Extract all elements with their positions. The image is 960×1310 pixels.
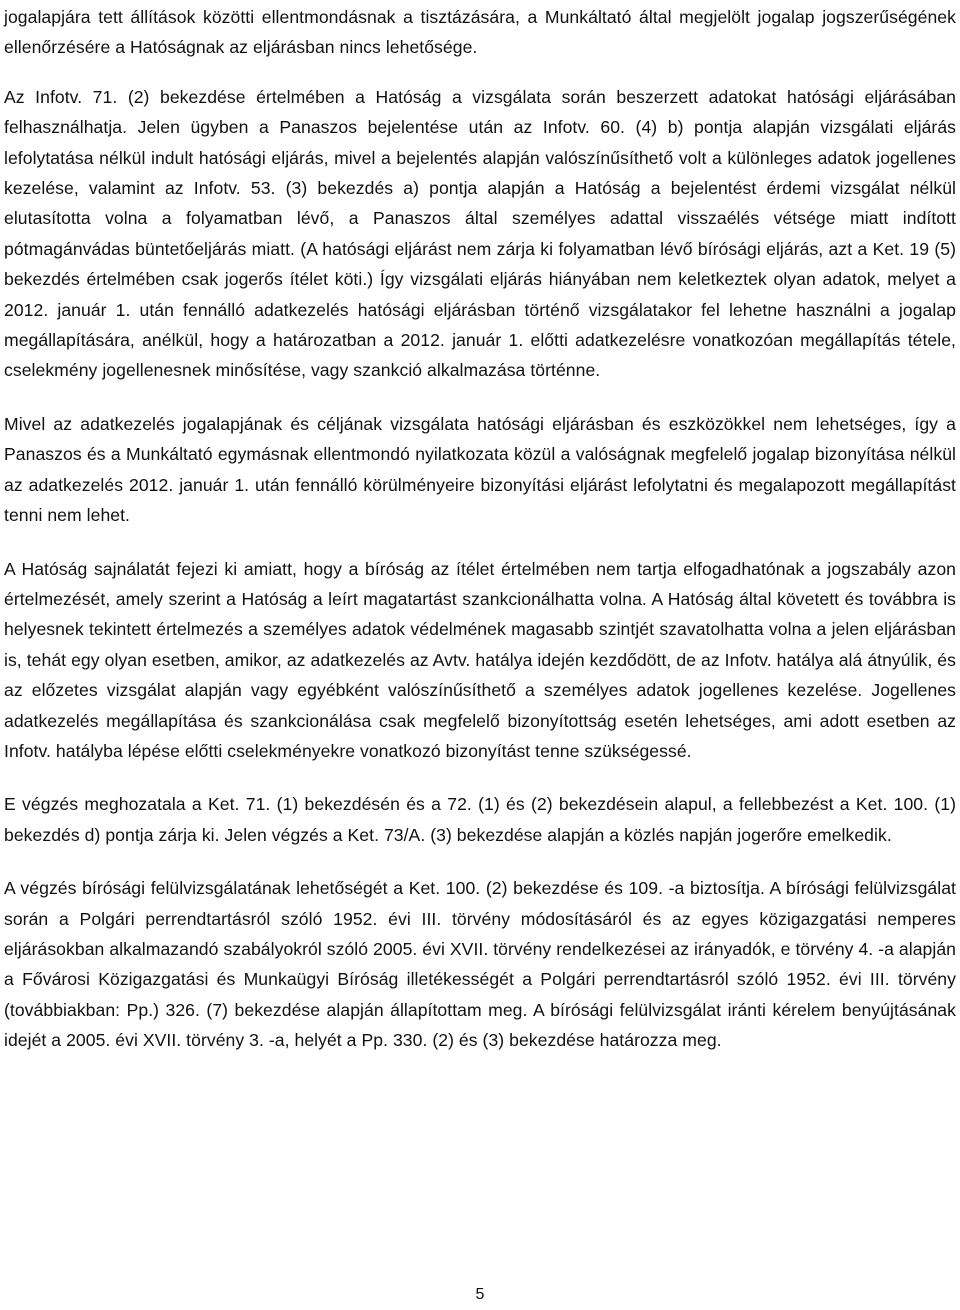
paragraph-4: A Hatóság sajnálatát fejezi ki amiatt, hogy a bíróság az ítélet értelmében nem tartja elfogadhatónak a jogszabály azon értelmezését, amely szerint a Hatóság a leírt magatartást szankcionálhatta volna. A Hatóság által követett és továbbra is helyesnek tekintett értelmezés a személyes adatok védelmének magasabb szintjét szavatolhatta volna a jelen eljárásban is, tehát egy olyan esetben, amikor, az adatkezelés az Avtv. hatálya idején kezdődött, de az Infotv. hatálya alá átnyúlik, és az előzetes vizsgálat alapján vagy egyébként valószínűsíthető a személyes adatok jogellenes kezelése. Jogellenes adatkezelés megállapítása és szankcionálása csak megfelelő bizonyítottság esetén lehetséges, ami adott esetben az Infotv. hatályba lépése előtti cselekményekre vonatkozó bizonyítást tenne szükségessé. — [4, 558, 956, 761]
paragraph-gap — [4, 850, 956, 873]
paragraph-gap — [4, 766, 956, 789]
paragraph-3: Mivel az adatkezelés jogalapjának és céljának vizsgálata hatósági eljárásban és eszközökkel nem lehetséges, így a Panaszos és a Munkáltató egymásnak ellentmondó nyilatkozata közül a valóságnak megfelelő jogalap bizonyítása nélkül az adatkezelés 2012. január 1. után fennálló körülményeire bizonyítási eljárást lefolytatni és megalapozott megállapítást tenni nem lehet. — [4, 413, 956, 526]
paragraph-6: A végzés bírósági felülvizsgálatának lehetőségét a Ket. 100. (2) bekezdése és 109. -a biztosítja. A bírósági felülvizsgálat során a Polgári perrendtartásról szóló 1952. évi III. törvény módosításáról és az egyes közigazgatási nemperes eljárásokban alkalmazandó szabályokról szóló 2005. évi XVII. törvény rendelkezései az irányadók, e törvény 4. -a alapján a Fővárosi Közigazgatási és Munkaügyi Bíróság illetékességét a Polgári perrendtartásról szóló 1952. évi III. törvény (továbbiakban: Pp.) 326. (7) bekezdése alapján állapítottam meg. A bírósági felülvizsgálat iránti kérelem benyújtásának idejét a 2005. évi XVII. törvény 3. -a, helyét a Pp. 330. (2) és (3) bekezdése határozza meg. — [4, 878, 956, 1051]
paragraph-gap — [4, 63, 956, 82]
page-number: 5 — [475, 1286, 485, 1303]
paragraph-5: E végzés meghozatala a Ket. 71. (1) bekezdésén és a 72. (1) és (2) bekezdésein alapul, a fellebbezést a Ket. 100. (1) bekezdés d) pontja zárja ki. Jelen végzés a Ket. 73/A. (3) bekezdése alapján a közlés napján jogerőre emelkedik. — [4, 794, 956, 845]
paragraph-gap — [4, 531, 956, 554]
document-page — [4, 0, 956, 1056]
paragraph-2: Az Infotv. 71. (2) bekezdése értelmében a Hatóság a vizsgálata során beszerzett adatokat hatósági eljárásában felhasználhatja. Jelen ügyben a Panaszos bejelentése után az Infotv. 60. (4) b) pontja alapján vizsgálati eljárás lefolytatása nélkül indult hatósági eljárás, mivel a bejelentés alapján valószínűsíthető volt a különleges adatok jogellenes kezelése, valamint az Infotv. 53. (3) bekezdés a) pontja alapján a Hatóság a bejelentést érdemi vizsgálat nélkül elutasította volna a folyamatban lévő, a Panaszos által személyes adattal visszaélés vétsége miatt indított pótmagánvádas büntetőeljárás miatt. (A hatósági eljárást nem zárja ki folyamatban lévő bírósági eljárás, azt a Ket. 19 (5) bekezdés értelmében csak jogerős ítélet köti.) Így vizsgálati eljárás hiányában nem keletkeztek olyan adatok, melyet a 2012. január 1. után fennálló adatkezelés hatósági eljárásban történő vizsgálatakor fel lehetne használni a jogalap megállapítására, anélkül, hogy a határozatban a 2012. január 1. előtti adatkezelésre vonatkozóan megállapítás tétele, cselekmény jogellenesnek minősítése, vagy szankció alkalmazása történne. — [4, 86, 956, 381]
paragraph-gap — [4, 386, 956, 409]
paragraph-1: jogalapjára tett állítások közötti ellentmondásnak a tisztázására, a Munkáltató által megjelölt jogalap jogszerűségének ellenőrzésére a Hatóságnak az eljárásban nincs lehetősége. — [4, 7, 956, 58]
